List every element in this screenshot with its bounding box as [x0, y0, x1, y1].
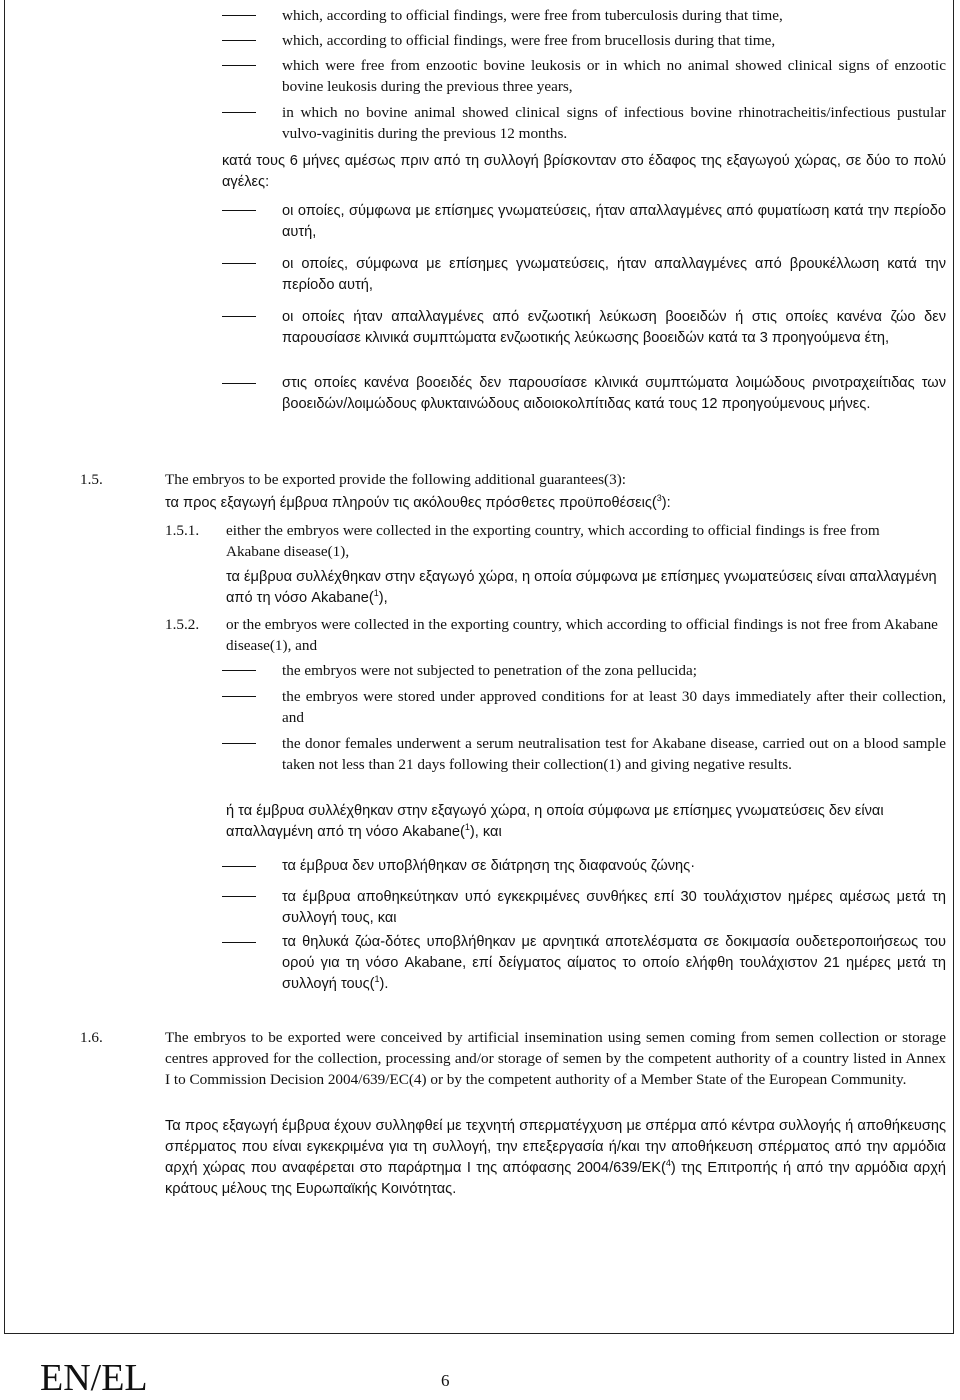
- greek-intro-paragraph: κατά τους 6 μήνες αμέσως πριν από τη συλλογή βρίσκονταν στο έδαφος της εξαγωγού χώρας, σε δύο το πολύ αγέλες:: [222, 153, 946, 190]
- subsection-number: 1.5.2.: [165, 616, 200, 633]
- list-item: τα έμβρυα δεν υποβλήθηκαν σε διάτρηση της διαφανούς ζώνης·: [282, 858, 696, 874]
- section-heading-en: The embryos to be exported provide the following additional guarantees(3):: [165, 471, 626, 488]
- subsection-text-gr: τα έμβρυα συλλέχθηκαν στην εξαγωγό χώρα, η οποία σύμφωνα με επίσημες γνωματεύσεις είναι απαλλαγμένη από τη νόσο Akabane($^1$),: [226, 569, 937, 606]
- list-item: which, according to official findings, were free from brucellosis during that time,: [282, 32, 776, 49]
- subsection-text-en: or the embryos were collected in the exporting country, which according to official findings is not free from Akabane disease(1), and: [226, 616, 938, 654]
- section-text-gr: Τα προς εξαγωγή έμβρυα έχουν συλληφθεί με τεχνητή σπερματέγχυση με σπέρμα από κέντρα συλλογής ή αποθήκευσης σπέρματος που είναι εγκεκριμένα για τη συλλογή, την επεξεργασία ή/και την αποθήκευση σπέρματος από την αρμόδια αρχή χώρας που αναφέρεται στο παράρτημα I της απόφασης 2004/639/ΕΚ($^4$) της Επιτροπής ή από την αρμόδια αρχή κράτους μέλους της Ευρωπαϊκής Κοινότητας.: [165, 1118, 946, 1197]
- list-item: the embryos were stored under approved conditions for at least 30 days immediately after their collection, and: [282, 688, 946, 726]
- subsection-text-gr: ή τα έμβρυα συλλέχθηκαν στην εξαγωγό χώρα, η οποία σύμφωνα με επίσημες γνωματεύσεις δεν είναι απαλλαγμένη από τη νόσο Akabane($^1$), και: [226, 803, 884, 840]
- list-item: which, according to official findings, were free from tuberculosis during that time,: [282, 7, 783, 24]
- list-item: τα θηλυκά ζώα-δότες υποβλήθηκαν με αρνητικά αποτελέσματα σε δοκιμασία ουδετεροποιήσεως του ορού για τη νόσο Akabane, επί δείγματος αίματος το οποίο ελήφθη τουλάχιστον 21 ημέρες μετά τη συλλογή τους($^1$).: [282, 934, 946, 992]
- subsection-number: 1.5.1.: [165, 522, 200, 539]
- page-number: 6: [441, 1371, 450, 1390]
- list-item: in which no bovine animal showed clinical signs of infectious bovine rhinotracheitis/infectious pustular vulvo-vaginitis during the previous 12 months.: [282, 104, 946, 142]
- section-heading-gr: τα προς εξαγωγή έμβρυα πληρούν τις ακόλουθες πρόσθετες προϋποθέσεις($^3$):: [165, 493, 671, 511]
- list-item: οι οποίες, σύμφωνα με επίσημες γνωματεύσεις, ήταν απαλλαγμένες από φυματίωση κατά την περίοδο αυτή,: [282, 203, 946, 240]
- list-item: οι οποίες ήταν απαλλαγμένες από ενζωοτική λεύκωση βοοειδών ή στις οποίες κανένα ζώο δεν παρουσίασε κλινικά συμπτώματα ενζωοτικής λεύκωσης βοοειδών κατά τα 3 προηγούμενα έτη,: [282, 309, 946, 346]
- list-item: the donor females underwent a serum neutralisation test for Akabane disease, carried out on a blood sample taken not less than 21 days following their collection(1) and giving negative results.: [282, 735, 946, 773]
- section-text-en: The embryos to be exported were conceived by artificial insemination using semen coming from semen collection or storage centres approved for the collection, processing and/or storage of semen by the competent authority of a country listed in Annex I to Commission Decision 2004/639/EC(4) or by the competent authority of a Member State of the European Community.: [165, 1029, 946, 1088]
- list-item: which were free from enzootic bovine leukosis or in which no animal showed clinical signs of enzootic bovine leukosis during the previous three years,: [282, 57, 946, 95]
- language-code: EN/EL: [40, 1357, 148, 1399]
- list-item: στις οποίες κανένα βοοειδές δεν παρουσίασε κλινικά συμπτώματα λοιμώδους ρινοτραχειίτιδας των βοοειδών/λοιμώδους φλυκταινώδους αιδοιοκολπίτιδας κατά τους 12 προηγούμενους μήνες.: [282, 375, 946, 412]
- list-item: the embryos were not subjected to penetration of the zona pellucida;: [282, 662, 697, 679]
- section-number: 1.5.: [80, 471, 103, 488]
- subsection-text-en: either the embryos were collected in the exporting country, which according to official findings is free from Akabane disease(1),: [226, 522, 880, 560]
- list-item: τα έμβρυα αποθηκεύτηκαν υπό εγκεκριμένες συνθήκες επί 30 τουλάχιστον ημέρες αμέσως μετά τη συλλογή τους, και: [282, 889, 946, 926]
- section-number: 1.6.: [80, 1029, 103, 1046]
- list-item: οι οποίες, σύμφωνα με επίσημες γνωματεύσεις, ήταν απαλλαγμένες από βρουκέλλωση κατά την περίοδο αυτή,: [282, 256, 946, 293]
